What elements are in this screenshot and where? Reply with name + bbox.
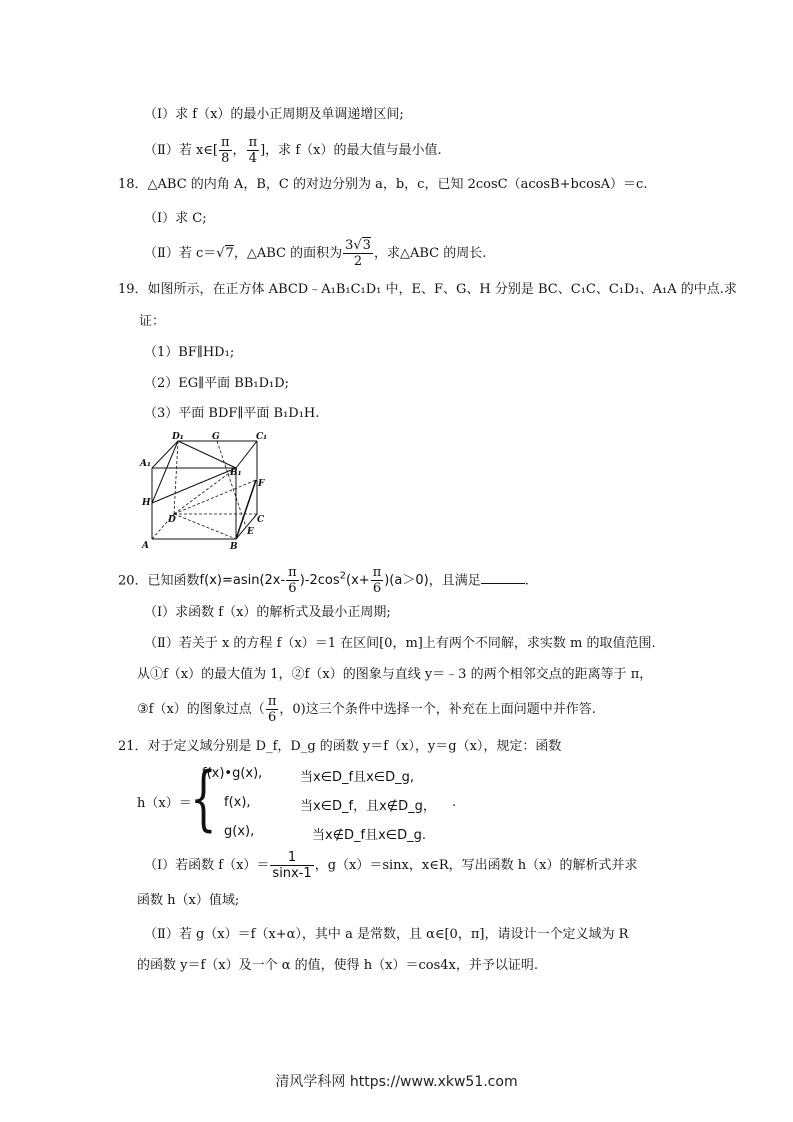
fraction: $\frac{\pi}{6}$ — [288, 565, 297, 597]
label-E: E — [247, 527, 254, 537]
q21-part1-cont: 函数 h（x）值域; — [137, 893, 240, 908]
piecewise-brace: { — [190, 757, 217, 839]
piece-row3-expr: g(x), — [224, 824, 255, 839]
piece-row3-cond: 当x∉D_f且x∈D_g. — [312, 828, 427, 843]
fraction: $\frac{\pi}{4}$ — [248, 135, 258, 166]
cube-figure — [138, 430, 273, 555]
q19-part3: （3）平面 BDF∥平面 B₁D₁H. — [144, 406, 320, 421]
q20-condition1: 从①f（x）的最大值为 1，②f（x）的图象与直线 y＝﹣3 的两个相邻交点的距离等于 π， — [137, 667, 653, 682]
q20-part2: （Ⅱ）若关于 x 的方程 f（x）＝1 在区间[0，m]上有两个不同解，求实数 m 的取值范围. — [144, 636, 656, 651]
label-A1: A₁ — [140, 459, 151, 469]
q19-stem: 19．如图所示，在正方体 ABCD﹣A₁B₁C₁D₁ 中，E、F、G、H 分别是 BC、C₁C、C₁D₁、A₁A 的中点.求 — [118, 282, 737, 297]
q21-h-label: h（x）＝ — [137, 796, 192, 811]
piece-row1-cond: 当x∈D_f且x∈D_g, — [300, 770, 415, 785]
label-D1: D₁ — [172, 432, 184, 442]
q21-part1: （Ⅰ）若函数 f（x）＝ $\frac{1}{\sin x-1}$ ，g（x）＝sinx，x∈R，写出函数 h（x）的解析式并求 — [144, 850, 638, 881]
piece-row1-expr: f(x)•g(x), — [202, 766, 263, 781]
label-D: D — [168, 515, 176, 525]
label-B1: B₁ — [230, 468, 242, 478]
q17-part2-text: （Ⅱ）若 x∈[ — [144, 143, 218, 158]
fraction: $\frac{3√3}{2}$ — [345, 238, 371, 269]
label-G: G — [212, 432, 220, 442]
q21-part2-cont: 的函数 y＝f（x）及一个 α 的值，使得 h（x）＝cos4x，并予以证明. — [137, 958, 539, 973]
label-C1: C₁ — [256, 432, 268, 442]
piece-dot: . — [452, 795, 457, 810]
label-F: F — [258, 479, 265, 489]
q18-part1: （Ⅰ）求 C; — [144, 211, 207, 226]
q20-stem: 20．已知函数f(x)=asin(2x- $\frac{\pi}{6}$ )$-2\cos^2(x+$ $\frac{\pi}{6}$ )(a＞0)，且满足 . — [118, 565, 529, 597]
label-A: A — [142, 541, 149, 551]
piece-row2-expr: f(x), — [224, 795, 251, 810]
fraction: $\frac{\pi}{8}$ — [221, 135, 230, 166]
q18-part2: （Ⅱ）若 c＝√7，△ABC 的面积为 $\frac{3√3}{2}$ ，求△ABC 的周长. — [144, 238, 487, 269]
fraction: $\frac{\pi}{6}$ — [372, 565, 382, 597]
q21-stem: 21．对于定义域分别是 D_f，D_g 的函数 y＝f（x），y＝g（x），规定：函数 — [118, 739, 562, 754]
footer-watermark: 清风学科网 https://www.xkw51.com — [275, 1074, 518, 1090]
label-C: C — [257, 515, 265, 525]
q20-condition2: ③f（x）的图象过点（ $\frac{\pi}{6}$ ，0)这三个条件中选择一个，补充在上面问题中并作答. — [137, 694, 596, 725]
fraction: $\frac{1}{\sin x-1}$ — [272, 850, 312, 881]
q21-part2: （Ⅱ）若 g（x）＝f（x+α），其中 a 是常数，且 α∈[0，π]，请设计一个定义域为 R — [144, 927, 629, 942]
label-H: H — [142, 498, 151, 508]
fraction: $\frac{\pi}{6}$ — [267, 694, 277, 725]
q18-stem: 18．△ABC 的内角 A，B，C 的对边分别为 a，b，c，已知 2cosC（acosB+bcosA）＝c. — [118, 177, 648, 192]
q19-stem-cont: 证： — [139, 314, 166, 329]
q20-part1: （Ⅰ）求函数 f（x）的解析式及最小正周期; — [144, 605, 391, 620]
answer-blank[interactable] — [481, 571, 525, 584]
piece-row2-cond: 当x∈D_f，且x∉D_g， — [300, 799, 436, 814]
label-B: B — [230, 542, 238, 552]
q19-part1: （1）BF∥HD₁; — [144, 345, 235, 360]
q17-part1: （Ⅰ）求 f（x）的最小正周期及单调递增区间; — [144, 107, 404, 122]
q17-part2: （Ⅱ）若 x∈[ $\frac{\pi}{8}$ ， $\frac{\pi}{4}$ ]，求 f（x）的最大值与最小值. — [144, 135, 442, 166]
q19-part2: （2）EG∥平面 BB₁D₁D; — [144, 376, 290, 391]
